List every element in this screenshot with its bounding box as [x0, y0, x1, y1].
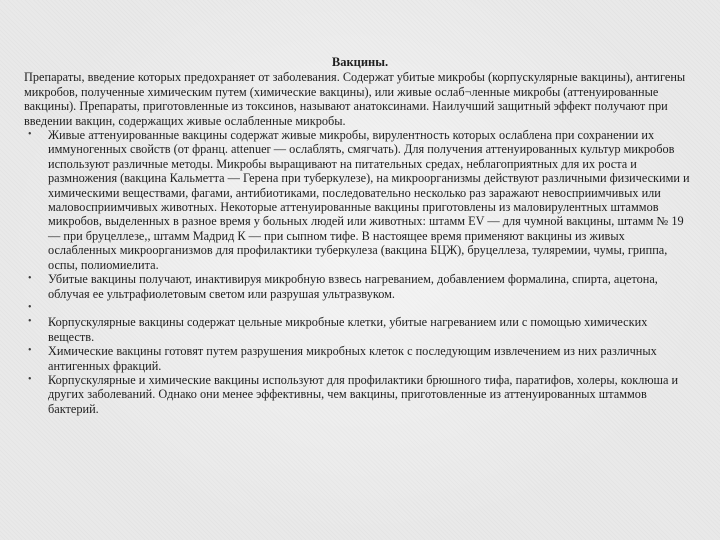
bullet-icon: •: [28, 301, 32, 313]
bullet-icon: •: [28, 316, 32, 328]
slide-content: [24, 55, 696, 416]
bullet-icon: •: [28, 129, 32, 141]
bullet-item-usage: [24, 373, 696, 416]
bullet-item-empty: [24, 301, 696, 315]
bullet-list: [24, 128, 696, 416]
bullet-item-live-vaccines: [24, 128, 696, 272]
bullet-icon: •: [28, 273, 32, 285]
bullet-icon: •: [28, 373, 32, 385]
bullet-text: Корпускулярные вакцины содержат цельные микробные клетки, убитые нагреванием или с помощью химических веществ.: [48, 315, 648, 344]
bullet-item-killed-vaccines: [24, 272, 696, 301]
intro-paragraph: Препараты, введение которых предохраняет от заболевания. Содержат убитые микробы (корпускулярные вакцины), антигены микробов, полученные химическим путем (химические вакцины), или живые ослаб¬ленные микробы (аттенуированные вакцины). Препараты, приготовленные из токсинов, называют анатоксинами. Наилучший защитный эффект получают при введении вакцин, содержащих живые ослабленные микробы.: [24, 70, 686, 128]
bullet-text: Корпускулярные и химические вакцины используют для профилактики брюшного тифа, паратифов, холеры, коклюша и других заболеваний. Однако они менее эффективны, чем вакцины, приготовленные из аттенуированных штаммов бактерий.: [48, 372, 679, 416]
slide-title: Вакцины.: [331, 55, 389, 69]
bullet-item-chemical-vaccines: [24, 344, 696, 373]
bullet-item-corpuscular-vaccines: [24, 315, 696, 344]
bullet-text: Живые аттенуированные вакцины содержат живые микробы, вирулентность которых ослаблена при сохранении их иммуногенных свойств (от франц. attenuer — ослаблять, смягчать). Для получения аттенуированных культур микробов используют различные методы. Микробы выращивают на питательных средах, неблагоприятных для их роста и размножения (вакцина Кальметта — Герена при туберкулезе), на микроорганизмы действуют различными физическими и химическими веществами, фагами, антибиотиками, последовательно несколько раз заражают невосприимчивых или маловосприимчивых животных. Некоторые аттенуированные вакцины приготовлены из маловирулентных штаммов микробов, выделенных в разное время у больных людей или животных: штамм EV — для чумной вакцины, штамм № 19 — при бруцеллезе,, штамм Мадрид К — при сыпном тифе. В настоящее время применяют вакцины из живых ослабленных микроорганизмов для профилактики туберкулеза (вакцина БЦЖ), бруцеллеза, туляремии, чумы, гриппа, оспы, полиомиелита.: [48, 128, 690, 272]
bullet-icon: •: [28, 345, 32, 357]
bullet-text: Убитые вакцины получают, инактивируя микробную взвесь нагреванием, добавлением формалина, спирта, ацетона, облучая ее ультрафиолетовым светом или разрушая ультразвуком.: [48, 272, 658, 301]
bullet-text: Химические вакцины готовят путем разрушения микробных клеток с последующим извлечением из них различных антигенных фракций.: [48, 344, 657, 373]
